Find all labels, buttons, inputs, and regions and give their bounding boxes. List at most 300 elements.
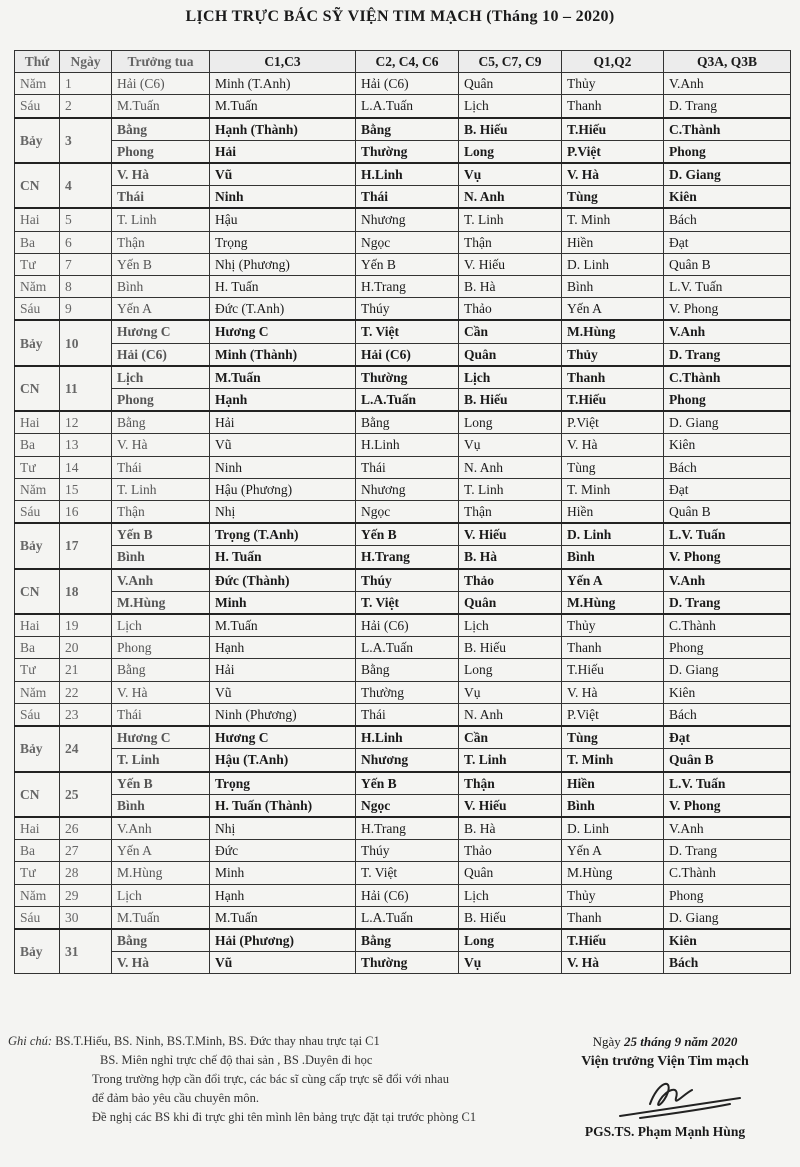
c5c7c9-cell: Long	[459, 411, 562, 434]
c5c7c9-cell: V. Hiếu	[459, 253, 562, 275]
q3aq3b-cell: C.Thành	[664, 366, 791, 389]
c5c7c9-cell: Vụ	[459, 952, 562, 974]
day-cell: Hai	[15, 411, 60, 434]
head-shift-cell: V. Hà	[112, 681, 210, 703]
table-row	[15, 118, 791, 141]
c2c4c6-cell: Thúy	[356, 569, 459, 592]
day-cell: Tư	[15, 862, 60, 884]
q3aq3b-cell: D. Trang	[664, 95, 791, 118]
q3aq3b-cell: Kiên	[664, 186, 791, 209]
c2c4c6-cell: Bằng	[356, 929, 459, 952]
date-cell: 15	[60, 478, 112, 500]
table-row	[15, 501, 791, 524]
c5c7c9-cell: Long	[459, 140, 562, 163]
c1c3-cell: Vũ	[210, 681, 356, 703]
c2c4c6-cell: Nhương	[356, 478, 459, 500]
c1c3-cell: H. Tuấn	[210, 546, 356, 569]
head-shift-cell: Yến B	[112, 523, 210, 546]
c5c7c9-cell: Quân	[459, 591, 562, 614]
c1c3-cell: Hậu (Phương)	[210, 478, 356, 500]
date-cell: 14	[60, 456, 112, 478]
head-shift-cell: V.Anh	[112, 817, 210, 840]
day-cell: CN	[15, 772, 60, 817]
q1q2-cell: V. Hà	[562, 952, 664, 974]
head-shift-cell: Bằng	[112, 659, 210, 681]
head-shift-cell: M.Tuấn	[112, 95, 210, 118]
date-cell: 4	[60, 163, 112, 208]
c1c3-cell: Hương C	[210, 726, 356, 749]
q1q2-cell: Thủy	[562, 343, 664, 366]
day-cell: Tư	[15, 253, 60, 275]
c2c4c6-cell: Thường	[356, 140, 459, 163]
table-row	[15, 840, 791, 862]
header-q1q2: Q1,Q2	[562, 51, 664, 73]
c5c7c9-cell: Quân	[459, 862, 562, 884]
c5c7c9-cell: Long	[459, 659, 562, 681]
c5c7c9-cell: Thảo	[459, 298, 562, 321]
head-shift-cell: V. Hà	[112, 163, 210, 186]
q3aq3b-cell: C.Thành	[664, 118, 791, 141]
q3aq3b-cell: D. Giang	[664, 906, 791, 929]
table-row	[15, 276, 791, 298]
c1c3-cell: Vũ	[210, 163, 356, 186]
head-shift-cell: Bằng	[112, 118, 210, 141]
head-shift-cell: T. Linh	[112, 749, 210, 772]
c5c7c9-cell: T. Linh	[459, 478, 562, 500]
c2c4c6-cell: L.A.Tuấn	[356, 95, 459, 118]
table-row	[15, 73, 791, 95]
c5c7c9-cell: Cần	[459, 726, 562, 749]
head-shift-cell: Yến A	[112, 298, 210, 321]
c2c4c6-cell: L.A.Tuấn	[356, 906, 459, 929]
head-shift-cell: V. Hà	[112, 434, 210, 456]
c2c4c6-cell: T. Việt	[356, 862, 459, 884]
q1q2-cell: Hiền	[562, 772, 664, 795]
day-cell: Ba	[15, 231, 60, 253]
signature-block	[540, 1032, 790, 1142]
c1c3-cell: H. Tuấn (Thành)	[210, 794, 356, 817]
q3aq3b-cell: D. Giang	[664, 411, 791, 434]
head-shift-cell: Lịch	[112, 884, 210, 906]
q3aq3b-cell: Kiên	[664, 929, 791, 952]
date-year: 2020	[711, 1034, 738, 1049]
c5c7c9-cell: Cần	[459, 320, 562, 343]
c5c7c9-cell: V. Hiếu	[459, 794, 562, 817]
c5c7c9-cell: T. Linh	[459, 208, 562, 231]
c2c4c6-cell: Bằng	[356, 118, 459, 141]
date-cell: 12	[60, 411, 112, 434]
c1c3-cell: Minh (T.Anh)	[210, 73, 356, 95]
q1q2-cell: T.Hiếu	[562, 118, 664, 141]
day-cell: Bảy	[15, 523, 60, 568]
c2c4c6-cell: Nhương	[356, 749, 459, 772]
day-cell: Bảy	[15, 320, 60, 365]
q3aq3b-cell: V.Anh	[664, 569, 791, 592]
c2c4c6-cell: Thái	[356, 703, 459, 726]
head-shift-cell: T. Linh	[112, 208, 210, 231]
c1c3-cell: M.Tuấn	[210, 906, 356, 929]
q3aq3b-cell: V. Phong	[664, 794, 791, 817]
q3aq3b-cell: Phong	[664, 140, 791, 163]
c2c4c6-cell: Nhương	[356, 208, 459, 231]
q1q2-cell: Yến A	[562, 840, 664, 862]
q3aq3b-cell: Bách	[664, 208, 791, 231]
table-row	[15, 163, 791, 186]
table-row	[15, 389, 791, 412]
day-cell: Tư	[15, 456, 60, 478]
day-cell: Sáu	[15, 298, 60, 321]
c5c7c9-cell: Thận	[459, 501, 562, 524]
head-shift-cell: Thái	[112, 186, 210, 209]
date-cell: 22	[60, 681, 112, 703]
q1q2-cell: D. Linh	[562, 817, 664, 840]
date-cell: 7	[60, 253, 112, 275]
table-row	[15, 906, 791, 929]
c5c7c9-cell: Vụ	[459, 434, 562, 456]
c1c3-cell: Trọng (T.Anh)	[210, 523, 356, 546]
c5c7c9-cell: Long	[459, 929, 562, 952]
date-cell: 18	[60, 569, 112, 614]
table-row	[15, 434, 791, 456]
q3aq3b-cell: Bách	[664, 456, 791, 478]
c1c3-cell: Nhị (Phương)	[210, 253, 356, 275]
note-line-5: Đề nghị các BS khi đi trực ghi tên mình lên bảng trực đặt tại trước phòng C1	[92, 1110, 477, 1124]
q1q2-cell: V. Hà	[562, 434, 664, 456]
q3aq3b-cell: C.Thành	[664, 862, 791, 884]
c1c3-cell: Nhị	[210, 817, 356, 840]
header-q3aq3b: Q3A, Q3B	[664, 51, 791, 73]
header-row	[15, 51, 791, 73]
q3aq3b-cell: L.V. Tuấn	[664, 276, 791, 298]
header-c2c4c6: C2, C4, C6	[356, 51, 459, 73]
q1q2-cell: Hiền	[562, 501, 664, 524]
note-line-1	[8, 1032, 528, 1051]
c5c7c9-cell: N. Anh	[459, 703, 562, 726]
head-shift-cell: T. Linh	[112, 478, 210, 500]
c2c4c6-cell: L.A.Tuấn	[356, 389, 459, 412]
head-shift-cell: Thái	[112, 703, 210, 726]
q3aq3b-cell: Quân B	[664, 501, 791, 524]
q1q2-cell: Thủy	[562, 73, 664, 95]
day-cell: Năm	[15, 681, 60, 703]
c2c4c6-cell: Yến B	[356, 253, 459, 275]
note-line-2: BS. Miên nghỉ trực chế độ thai sản , BS .Duyên đi học	[100, 1053, 373, 1067]
c2c4c6-cell: H.Trang	[356, 817, 459, 840]
header-head-shift: Trưởng tua	[112, 51, 210, 73]
day-cell: Bảy	[15, 726, 60, 771]
date-cell: 16	[60, 501, 112, 524]
q1q2-cell: Tùng	[562, 726, 664, 749]
c5c7c9-cell: B. Hà	[459, 276, 562, 298]
c5c7c9-cell: Quân	[459, 343, 562, 366]
q1q2-cell: Thủy	[562, 614, 664, 637]
date-cell: 27	[60, 840, 112, 862]
q1q2-cell: D. Linh	[562, 523, 664, 546]
table-row	[15, 637, 791, 659]
schedule-table	[14, 50, 791, 974]
c2c4c6-cell: Bằng	[356, 659, 459, 681]
q1q2-cell: T. Minh	[562, 478, 664, 500]
day-cell: Sáu	[15, 95, 60, 118]
note-line-3: Trong trường hợp cần đổi trực, các bác sĩ cùng cấp trực sẽ đổi với nhau	[92, 1072, 449, 1086]
c2c4c6-cell: Yến B	[356, 772, 459, 795]
c1c3-cell: M.Tuấn	[210, 366, 356, 389]
head-shift-cell: Bằng	[112, 411, 210, 434]
q1q2-cell: D. Linh	[562, 253, 664, 275]
table-row	[15, 456, 791, 478]
c1c3-cell: Đức (T.Anh)	[210, 298, 356, 321]
head-shift-cell: Phong	[112, 637, 210, 659]
c2c4c6-cell: Yến B	[356, 523, 459, 546]
c2c4c6-cell: Hải (C6)	[356, 614, 459, 637]
signer-name: PGS.TS. Phạm Mạnh Hùng	[584, 1124, 746, 1139]
q3aq3b-cell: Quân B	[664, 749, 791, 772]
c2c4c6-cell: H.Linh	[356, 163, 459, 186]
table-row	[15, 186, 791, 209]
table-row	[15, 772, 791, 795]
q1q2-cell: Tùng	[562, 186, 664, 209]
date-cell: 29	[60, 884, 112, 906]
table-row	[15, 952, 791, 974]
q3aq3b-cell: Kiên	[664, 434, 791, 456]
q3aq3b-cell: Quân B	[664, 253, 791, 275]
q3aq3b-cell: V.Anh	[664, 817, 791, 840]
head-shift-cell: Lịch	[112, 614, 210, 637]
table-row	[15, 862, 791, 884]
c1c3-cell: M.Tuấn	[210, 614, 356, 637]
c5c7c9-cell: Lịch	[459, 884, 562, 906]
c5c7c9-cell: Lịch	[459, 366, 562, 389]
head-shift-cell: M.Hùng	[112, 862, 210, 884]
header-day: Thứ	[15, 51, 60, 73]
date-month-word: tháng	[640, 1034, 672, 1049]
head-shift-cell: Yến B	[112, 772, 210, 795]
c5c7c9-cell: Thận	[459, 772, 562, 795]
c1c3-cell: Đức (Thành)	[210, 569, 356, 592]
head-shift-cell: M.Hùng	[112, 591, 210, 614]
date-cell: 21	[60, 659, 112, 681]
head-shift-cell: V.Anh	[112, 569, 210, 592]
c1c3-cell: M.Tuấn	[210, 95, 356, 118]
c1c3-cell: Hải	[210, 140, 356, 163]
q3aq3b-cell: V.Anh	[664, 73, 791, 95]
q1q2-cell: M.Hùng	[562, 591, 664, 614]
q1q2-cell: Thanh	[562, 95, 664, 118]
head-shift-cell: Hải (C6)	[112, 343, 210, 366]
c1c3-cell: Hạnh	[210, 389, 356, 412]
day-cell: Ba	[15, 434, 60, 456]
date-cell: 9	[60, 298, 112, 321]
c1c3-cell: Vũ	[210, 952, 356, 974]
c5c7c9-cell: V. Hiếu	[459, 523, 562, 546]
c1c3-cell: Hạnh (Thành)	[210, 118, 356, 141]
table-row	[15, 140, 791, 163]
c1c3-cell: Ninh (Phương)	[210, 703, 356, 726]
head-shift-cell: Thái	[112, 456, 210, 478]
table-row	[15, 95, 791, 118]
date-cell: 26	[60, 817, 112, 840]
table-row	[15, 929, 791, 952]
c2c4c6-cell: H.Trang	[356, 276, 459, 298]
c5c7c9-cell: Vụ	[459, 163, 562, 186]
head-shift-cell: Hải (C6)	[112, 73, 210, 95]
q1q2-cell: Tùng	[562, 456, 664, 478]
day-cell: CN	[15, 569, 60, 614]
c2c4c6-cell: Thái	[356, 186, 459, 209]
date-year-word: năm	[684, 1034, 709, 1049]
day-cell: Hai	[15, 614, 60, 637]
table-row	[15, 411, 791, 434]
c1c3-cell: Đức	[210, 840, 356, 862]
c2c4c6-cell: Hải (C6)	[356, 884, 459, 906]
table-row	[15, 343, 791, 366]
head-shift-cell: Yến A	[112, 840, 210, 862]
c5c7c9-cell: B. Hà	[459, 817, 562, 840]
q1q2-cell: V. Hà	[562, 163, 664, 186]
head-shift-cell: M.Tuấn	[112, 906, 210, 929]
q3aq3b-cell: V. Phong	[664, 546, 791, 569]
date-cell: 25	[60, 772, 112, 817]
head-shift-cell: Thận	[112, 231, 210, 253]
day-cell: Sáu	[15, 501, 60, 524]
date-prefix: Ngày	[592, 1034, 621, 1049]
head-shift-cell: Hương C	[112, 726, 210, 749]
page-title: LỊCH TRỰC BÁC SỸ VIỆN TIM MẠCH (Tháng 10 – 2020)	[185, 8, 615, 25]
sign-date	[540, 1032, 790, 1052]
head-shift-cell: Bình	[112, 276, 210, 298]
table-row	[15, 817, 791, 840]
table-row	[15, 231, 791, 253]
header-c5c7c9: C5, C7, C9	[459, 51, 562, 73]
c1c3-cell: Ninh	[210, 186, 356, 209]
c2c4c6-cell: Thường	[356, 366, 459, 389]
q3aq3b-cell: D. Giang	[664, 659, 791, 681]
head-shift-cell: Yến B	[112, 253, 210, 275]
q3aq3b-cell: D. Giang	[664, 163, 791, 186]
q3aq3b-cell: Đạt	[664, 726, 791, 749]
c2c4c6-cell: H.Trang	[356, 546, 459, 569]
c1c3-cell: Minh	[210, 862, 356, 884]
header-c1c3: C1,C3	[210, 51, 356, 73]
head-shift-cell: V. Hà	[112, 952, 210, 974]
day-cell: Năm	[15, 73, 60, 95]
c5c7c9-cell: Thảo	[459, 569, 562, 592]
table-row	[15, 253, 791, 275]
c2c4c6-cell: L.A.Tuấn	[356, 637, 459, 659]
date-cell: 13	[60, 434, 112, 456]
head-shift-cell: Lịch	[112, 366, 210, 389]
q3aq3b-cell: Đạt	[664, 478, 791, 500]
c1c3-cell: Vũ	[210, 434, 356, 456]
c5c7c9-cell: B. Hiếu	[459, 389, 562, 412]
c2c4c6-cell: Thúy	[356, 298, 459, 321]
day-cell: Bảy	[15, 929, 60, 974]
c2c4c6-cell: Ngọc	[356, 501, 459, 524]
c2c4c6-cell: H.Linh	[356, 726, 459, 749]
date-cell: 3	[60, 118, 112, 163]
c1c3-cell: Hải	[210, 659, 356, 681]
date-cell: 1	[60, 73, 112, 95]
q1q2-cell: T. Minh	[562, 749, 664, 772]
c2c4c6-cell: H.Linh	[356, 434, 459, 456]
date-cell: 30	[60, 906, 112, 929]
table-row	[15, 614, 791, 637]
c1c3-cell: Hậu	[210, 208, 356, 231]
date-cell: 20	[60, 637, 112, 659]
c1c3-cell: Trọng	[210, 772, 356, 795]
q3aq3b-cell: D. Trang	[664, 840, 791, 862]
q3aq3b-cell: L.V. Tuấn	[664, 523, 791, 546]
c5c7c9-cell: B. Hiếu	[459, 906, 562, 929]
date-month: 9	[674, 1034, 682, 1049]
c5c7c9-cell: Lịch	[459, 95, 562, 118]
c1c3-cell: Trọng	[210, 231, 356, 253]
c1c3-cell: Hạnh	[210, 884, 356, 906]
day-cell: CN	[15, 163, 60, 208]
q1q2-cell: Thủy	[562, 884, 664, 906]
q3aq3b-cell: Bách	[664, 703, 791, 726]
table-row	[15, 794, 791, 817]
date-cell: 2	[60, 95, 112, 118]
head-shift-cell: Hương C	[112, 320, 210, 343]
head-shift-cell: Bình	[112, 546, 210, 569]
table-row	[15, 659, 791, 681]
date-cell: 10	[60, 320, 112, 365]
day-cell: Sáu	[15, 906, 60, 929]
day-cell: Năm	[15, 478, 60, 500]
head-shift-cell: Phong	[112, 140, 210, 163]
c2c4c6-cell: Ngọc	[356, 794, 459, 817]
head-shift-cell: Bình	[112, 794, 210, 817]
date-cell: 24	[60, 726, 112, 771]
q1q2-cell: Thanh	[562, 366, 664, 389]
q1q2-cell: M.Hùng	[562, 320, 664, 343]
table-row	[15, 726, 791, 749]
day-cell: Sáu	[15, 703, 60, 726]
notes-label: Ghi chú:	[8, 1034, 53, 1048]
head-shift-cell: Thận	[112, 501, 210, 524]
c5c7c9-cell: Thận	[459, 231, 562, 253]
q1q2-cell: T.Hiếu	[562, 659, 664, 681]
c1c3-cell: Hậu (T.Anh)	[210, 749, 356, 772]
q1q2-cell: P.Việt	[562, 411, 664, 434]
q1q2-cell: Hiền	[562, 231, 664, 253]
q3aq3b-cell: Đạt	[664, 231, 791, 253]
day-cell: CN	[15, 366, 60, 411]
table-row	[15, 703, 791, 726]
date-cell: 6	[60, 231, 112, 253]
c2c4c6-cell: T. Việt	[356, 320, 459, 343]
q1q2-cell: Thanh	[562, 906, 664, 929]
table-row	[15, 478, 791, 500]
c5c7c9-cell: T. Linh	[459, 749, 562, 772]
c1c3-cell: Minh	[210, 591, 356, 614]
table-row	[15, 884, 791, 906]
c5c7c9-cell: Thảo	[459, 840, 562, 862]
day-cell: Ba	[15, 840, 60, 862]
table-row	[15, 320, 791, 343]
c1c3-cell: H. Tuấn	[210, 276, 356, 298]
q1q2-cell: T. Minh	[562, 208, 664, 231]
q1q2-cell: M.Hùng	[562, 862, 664, 884]
note-text-1: BS.T.Hiếu, BS. Ninh, BS.T.Minh, BS. Đức thay nhau trực tại C1	[55, 1034, 380, 1048]
q3aq3b-cell: C.Thành	[664, 614, 791, 637]
q3aq3b-cell: Phong	[664, 884, 791, 906]
c2c4c6-cell: Bằng	[356, 411, 459, 434]
date-cell: 8	[60, 276, 112, 298]
day-cell: Năm	[15, 884, 60, 906]
c2c4c6-cell: Ngọc	[356, 231, 459, 253]
